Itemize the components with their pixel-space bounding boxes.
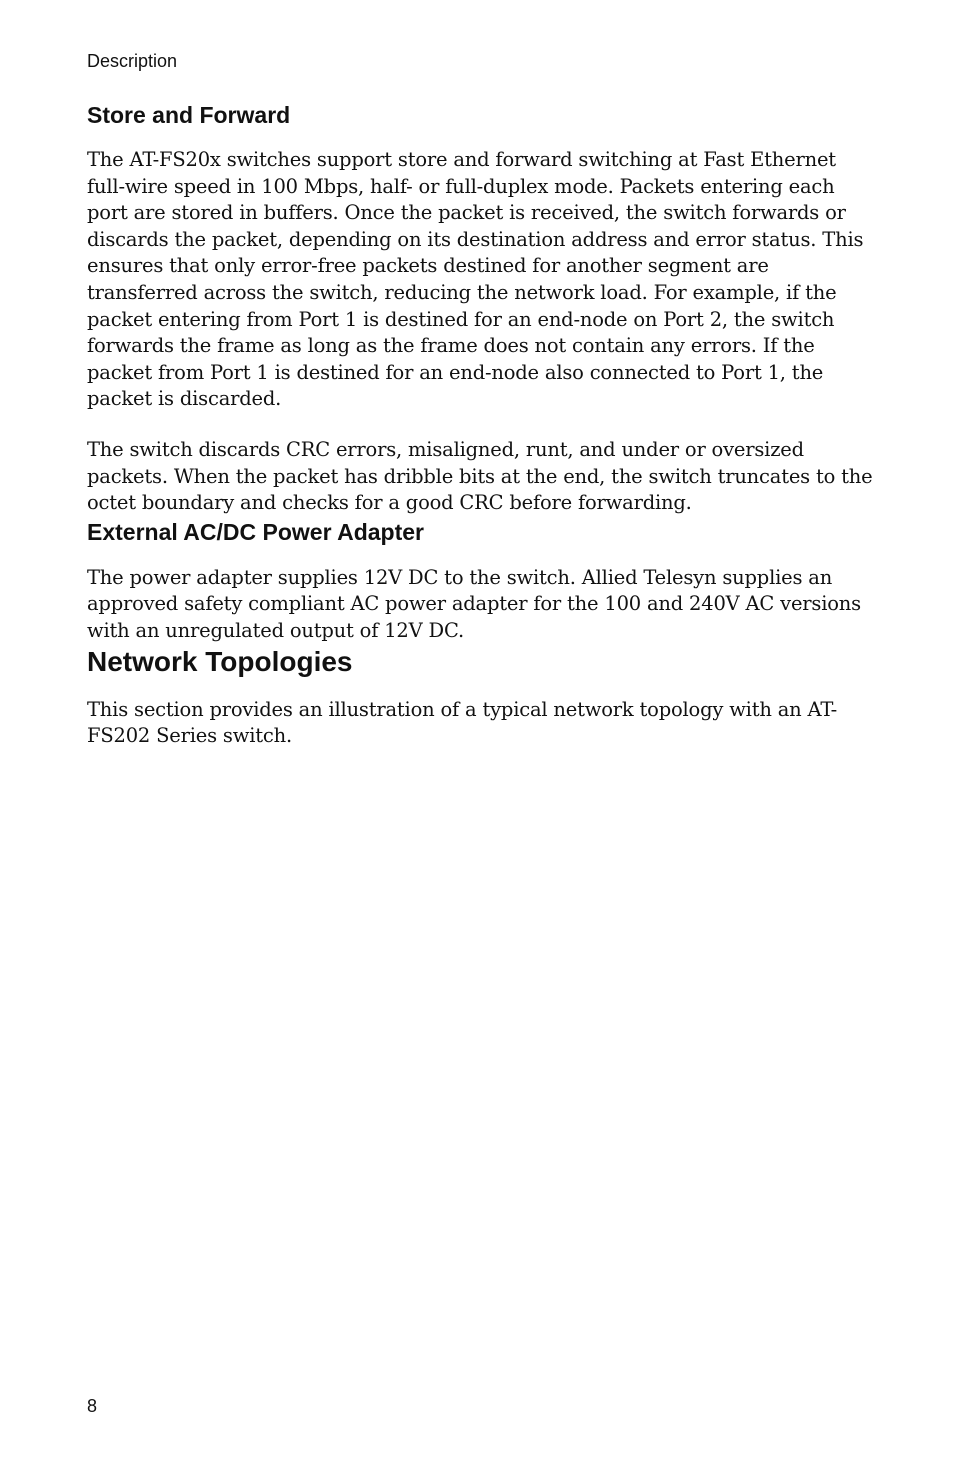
running-header: Description: [87, 51, 178, 71]
paragraph-store-forward-2: The switch discards CRC errors, misaligned, runt, and under or oversized packets. When the packet has dribble bits at the end, the switch truncates to the octet boundary and checks for a good CRC before forwarding.: [87, 437, 873, 515]
page-content: [87, 100, 877, 750]
heading-power-adapter: External AC/DC Power Adapter: [87, 518, 424, 545]
paragraph-network-topologies: This section provides an illustration of a typical network topology with an AT-FS202 Series switch.: [87, 697, 837, 748]
paragraph-store-forward-1: The AT-FS20x switches support store and forward switching at Fast Ethernet full-wire speed in 100 Mbps, half- or full-duplex mode. Packets entering each port are stored in buffers. Once the packet is received, the switch forwards or discards the packet, depending on its destination address and error status. This ensures that only error-free packets destined for another segment are transferred across the switch, reducing the network load. For example, if the packet entering from Port 1 is destined for an end-node on Port 2, the switch forwards the frame as long as the frame does not contain any errors. If the packet from Port 1 is destined for an end-node also connected to Port 1, the packet is discarded.: [87, 148, 864, 411]
heading-store-and-forward: Store and Forward: [87, 102, 291, 128]
page-number: 8: [87, 1396, 98, 1416]
heading-network-topologies: Network Topologies: [87, 645, 353, 677]
paragraph-power-adapter: The power adapter supplies 12V DC to the switch. Allied Telesyn supplies an approved safety compliant AC power adapter for the 100 and 240V AC versions with an unregulated output of 12V DC.: [87, 565, 861, 642]
